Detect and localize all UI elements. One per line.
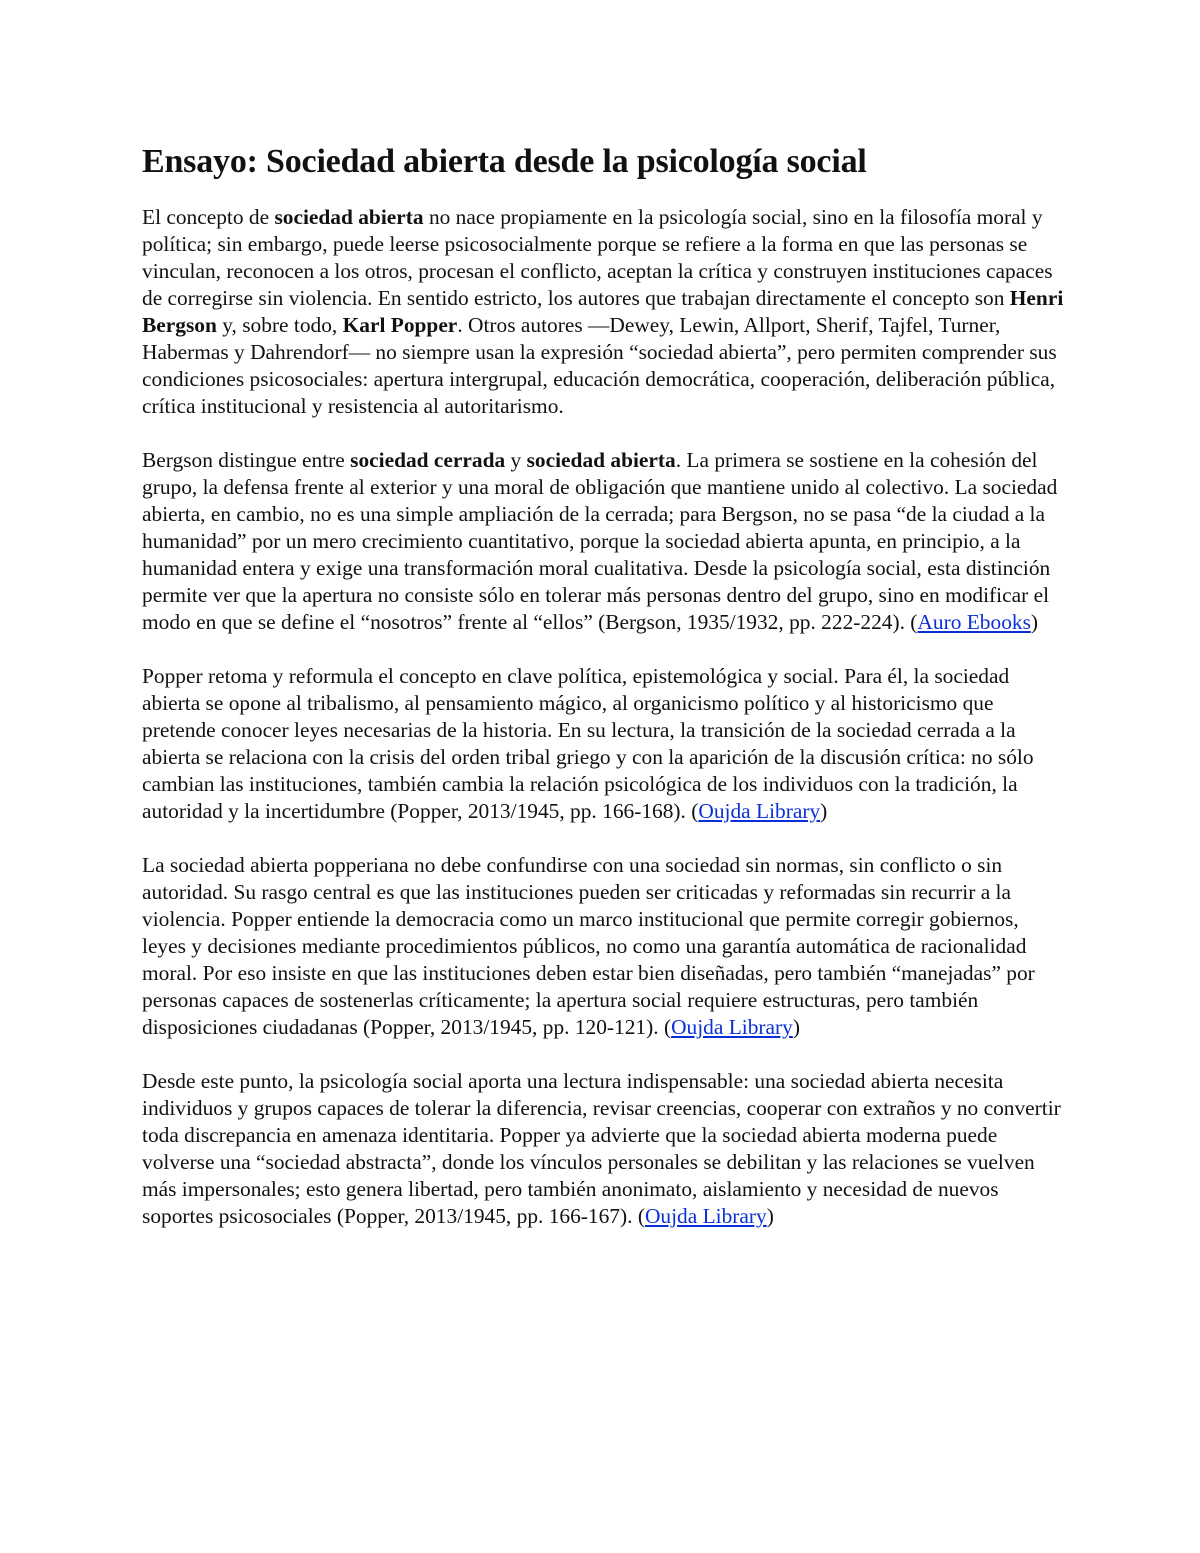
link-oujda-library[interactable]: Oujda Library bbox=[671, 1015, 793, 1039]
paragraph-text: Popper retoma y reformula el concepto en clave política, epistemológica y social. Para él, la sociedad abierta se opone al tribalismo, al pensamiento mágico, al organicismo político y al historicismo que pretende conocer leyes necesarias de la historia. En su lectura, la transición de la sociedad cerrada a la abierta se relaciona con la crisis del orden tribal griego y con la aparición de la discusión crítica: no sólo cambian las instituciones, también cambia la relación psicológica de los individuos con la tradición, la autoridad y la incertidumbre (Popper, 2013/1945, pp. 166-168). ( bbox=[142, 664, 1034, 823]
paragraph-text: . Otros autores —Dewey, Lewin, Allport, Sherif, Tajfel, Turner, Habermas y Dahrendorf— no siempre usan la expresión “sociedad abierta”, pero permiten comprender sus condiciones psicosociales: apertura intergrupal, educación democrática, cooperación, deliberación pública, crítica institucional y resistencia al autoritarismo. bbox=[142, 313, 1057, 418]
link-oujda-library[interactable]: Oujda Library bbox=[698, 799, 821, 823]
bold-term-sociedad-cerrada: sociedad cerrada bbox=[350, 448, 506, 472]
paragraph-text: El concepto de bbox=[142, 205, 275, 229]
paragraph-text: y bbox=[505, 448, 527, 472]
document-page bbox=[142, 138, 1064, 1257]
paragraph-text: ) bbox=[766, 1204, 774, 1228]
paragraph-3 bbox=[142, 663, 1064, 825]
paragraph-text: La sociedad abierta popperiana no debe confundirse con una sociedad sin normas, sin conflicto o sin autoridad. Su rasgo central es que las instituciones pueden ser criticadas y reformadas sin recurrir a la violencia. Popper entiende la democracia como un marco institucional que permite corregir gobiernos, leyes y decisiones mediante procedimientos públicos, no como una garantía automática de racionalidad moral. Por eso insiste en que las instituciones deben estar bien diseñadas, pero también “manejadas” por personas capaces de sostenerlas críticamente; la apertura social requiere estructuras, pero también disposiciones ciudadanas (Popper, 2013/1945, pp. 120-121). ( bbox=[142, 853, 1035, 1039]
document-title: Ensayo: Sociedad abierta desde la psicología social bbox=[142, 143, 867, 180]
paragraph-text: ) bbox=[1030, 610, 1039, 634]
paragraph-text: Desde este punto, la psicología social aporta una lectura indispensable: una sociedad abierta necesita individuos y grupos capaces de tolerar la diferencia, revisar creencias, cooperar con extraños y no convertir toda discrepancia en amenaza identitaria. Popper ya advierte que la sociedad abierta moderna puede volverse una “sociedad abstracta”, donde los vínculos personales se debilitan y las relaciones se vuelven más impersonales; esto genera libertad, pero también anonimato, aislamiento y necesidad de nuevos soportes psicosociales (Popper, 2013/1945, pp. 166-167). ( bbox=[142, 1069, 1061, 1228]
bold-term-sociedad-abierta: sociedad abierta bbox=[274, 205, 424, 229]
link-oujda-library[interactable]: Oujda Library bbox=[644, 1204, 767, 1228]
link-auro-ebooks[interactable]: Auro Ebooks bbox=[917, 610, 1031, 634]
paragraph-text: . La primera se sostiene en la cohesión del grupo, la defensa frente al exterior y una moral de obligación que mantiene unido al colectivo. La sociedad abierta, en cambio, no es una simple ampliación de la cerrada; para Bergson, no se pasa “de la ciudad a la humanidad” por un mero crecimiento cuantitativo, porque la sociedad abierta apunta, en principio, a la humanidad entera y exige una transformación moral cualitativa. Desde la psicología social, esta distinción permite ver que la apertura no consiste sólo en tolerar más personas dentro del grupo, sino en modificar el modo en que se define el “nosotros” frente al “ellos” (Bergson, 1935/1932, pp. 222-224). ( bbox=[142, 448, 1058, 634]
paragraph-text: ) bbox=[792, 1015, 800, 1039]
paragraph-2 bbox=[142, 447, 1064, 636]
paragraph-1 bbox=[142, 204, 1064, 420]
paragraph-4 bbox=[142, 852, 1064, 1041]
paragraph-text: y, sobre todo, bbox=[216, 313, 343, 337]
bold-term-henri-bergson: Henri Bergson bbox=[142, 286, 1064, 337]
paragraph-text: Bergson distingue entre bbox=[142, 448, 351, 472]
paragraph-text: ) bbox=[820, 799, 828, 823]
paragraph-text: no nace propiamente en la psicología social, sino en la filosofía moral y política; sin embargo, puede leerse psicosocialmente porque se refiere a la forma en que las personas se vinculan, reconocen a los otros, procesan el conflicto, aceptan la crítica y construyen instituciones capaces de corregirse sin violencia. En sentido estricto, los autores que trabajan directamente el concepto son bbox=[142, 205, 1053, 310]
bold-term-karl-popper: Karl Popper bbox=[342, 313, 458, 337]
paragraph-5 bbox=[142, 1068, 1064, 1230]
bold-term-sociedad-abierta: sociedad abierta bbox=[526, 448, 676, 472]
